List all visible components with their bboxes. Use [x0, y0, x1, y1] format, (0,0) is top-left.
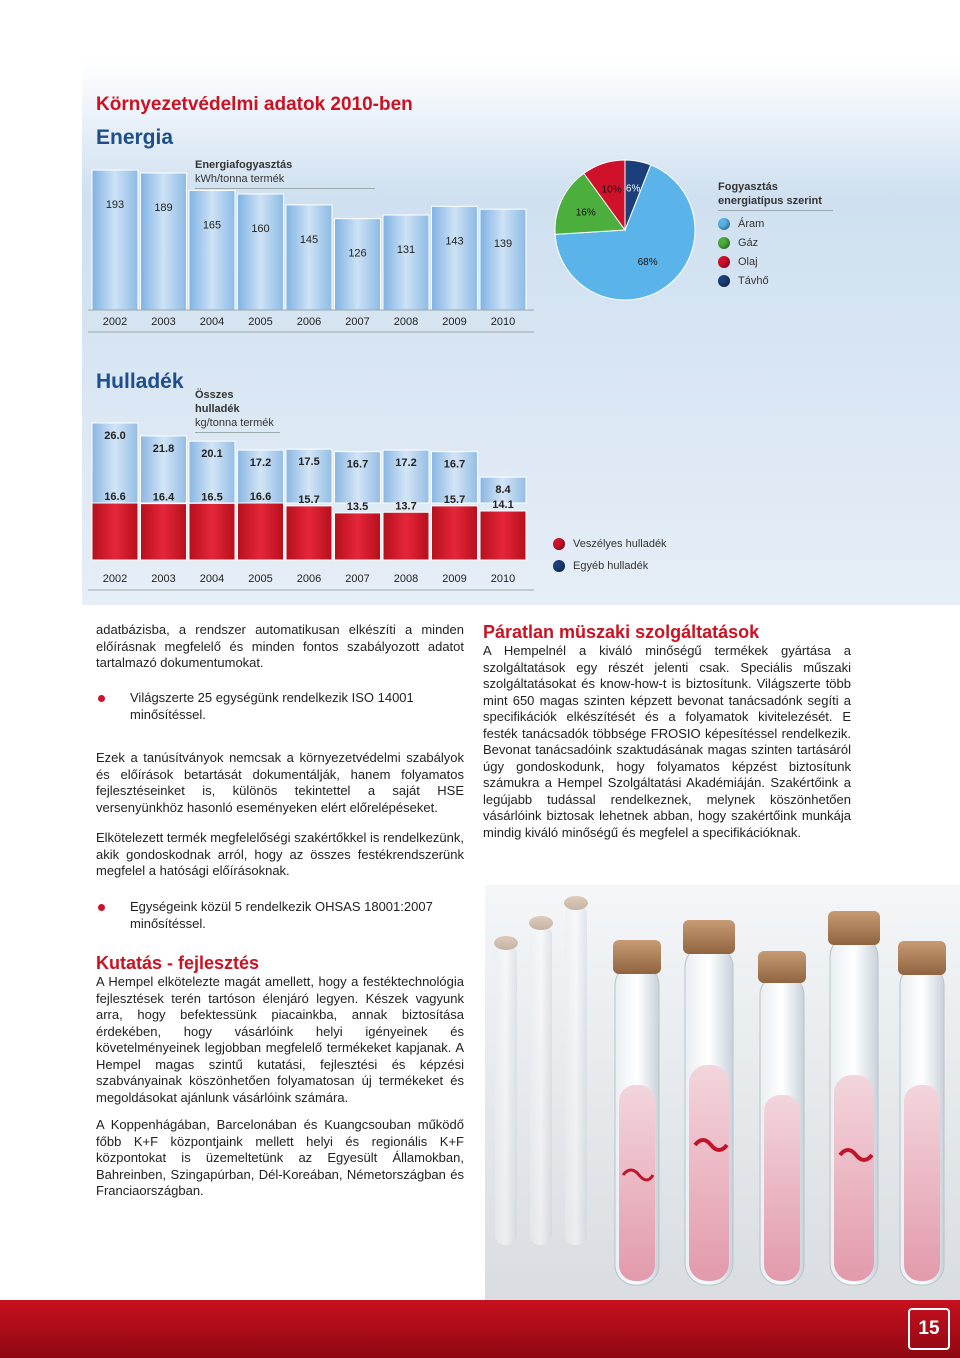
waste-chart-title: Összes hulladék: [195, 389, 240, 415]
services-title: Páratlan müszaki szolgáltatások: [483, 622, 760, 642]
rd-paragraph-1: A Hempel elkötelezte magát amellett, hogy a festéktechnológia fejlesztések terén tartóson élenjáró legyen. Készek vagyunk arra, hogy befektessünk piacainkba, annak biztosítása érdekében, hogy vásárlóink helyi igényeinek és követelményeinek legjobban megfelelő termékeket kapjanak. A Hempel magas szintű kutatási, fejlesztési és képzési szabványainak köszönhetően folyamatosan új termékeket és megoldásokat ajánlunk vásárlóink számára.: [96, 974, 464, 1105]
energy-bar: [480, 209, 526, 310]
bullet-icon: [98, 695, 105, 702]
waste-other-value: 16.4: [152, 491, 175, 504]
energy-year-label: 2010: [490, 316, 516, 328]
energy-bar: [189, 190, 235, 310]
waste-bar-other: [383, 512, 429, 560]
legend-label: Távhő: [738, 275, 769, 287]
waste-year-label: 2009: [442, 573, 467, 585]
waste-bar-other: [141, 504, 187, 560]
legend-label: Veszélyes hulladék: [573, 538, 667, 550]
waste-bar-other: [92, 503, 138, 560]
energy-year-label: 2004: [199, 316, 225, 328]
energy-year-label: 2002: [102, 316, 128, 328]
legend-item: [718, 218, 764, 230]
waste-year-label: 2010: [490, 573, 516, 585]
energy-bar: [92, 170, 138, 310]
waste-hazardous-value: 17.2: [249, 457, 272, 470]
test-tubes-illustration: [485, 885, 960, 1300]
rd-title: Kutatás - fejlesztés: [96, 953, 260, 973]
page-title: Környezetvédelmi adatok 2010-ben: [96, 94, 413, 115]
energy-bar-value: 126: [348, 247, 367, 260]
energy-year-label: 2008: [393, 316, 419, 328]
legend-item: [553, 560, 648, 572]
waste-hazardous-value: 16.7: [443, 458, 466, 471]
energy-year-label: 2009: [442, 316, 467, 328]
waste-bar-other: [432, 506, 478, 560]
energy-bar-value: 189: [154, 201, 173, 214]
energy-bar-value: 193: [105, 199, 125, 212]
waste-hazardous-value: 8.4: [495, 484, 511, 497]
legend-swatch: [553, 538, 565, 550]
energy-bar: [383, 215, 429, 310]
legend-label: Olaj: [738, 256, 758, 268]
pie-slice-label: 16%: [575, 207, 596, 219]
waste-year-label: 2003: [151, 573, 176, 585]
pie-slice-label: 68%: [637, 257, 658, 269]
waste-other-value: 16.6: [249, 491, 272, 503]
page-number: 15: [908, 1308, 950, 1350]
waste-year-label: 2005: [248, 573, 273, 585]
waste-bar-other: [189, 503, 235, 560]
energy-year-label: 2003: [151, 316, 176, 328]
energy-title: Energia: [96, 126, 174, 149]
intro-paragraph: adatbázisba, a rendszer automatikusan elkészíti a minden előírásnak megfelelő és minden fontos szabályozott adatot tartalmazó dokumentumokat.: [96, 622, 464, 670]
energy-chart-title: Energiafogyasztás: [195, 159, 293, 171]
waste-other-value: 16.6: [104, 491, 126, 503]
ohsas-bullet: Egységeink közül 5 rendelkezik OHSAS 18001:2007 minősítéssel.: [130, 899, 433, 931]
energy-bar-value: 139: [493, 238, 513, 251]
legend-item: [718, 275, 769, 287]
waste-hazardous-value: 17.2: [395, 457, 417, 470]
legend-swatch: [718, 256, 730, 268]
legend-label: Gáz: [738, 237, 759, 249]
energy-year-label: 2007: [345, 316, 370, 328]
waste-hazardous-value: 20.1: [201, 448, 223, 461]
waste-year-label: 2008: [393, 573, 419, 585]
energy-bar-value: 165: [202, 219, 222, 232]
pie-slice-label: 10%: [601, 184, 622, 196]
pie-legend: [718, 218, 838, 298]
waste-hazardous-value: 16.7: [346, 458, 369, 471]
waste-hazardous-value: 21.8: [152, 442, 175, 455]
energy-bar-value: 145: [299, 233, 319, 246]
waste-hazardous-value: 26.0: [104, 430, 126, 442]
services-paragraph: A Hempelnél a kiváló minőségű termékek gyártása a szolgáltatások egy részét jelenti csak. Speciális műszaki szolgáltatásokat és know-how-t is biztosítunk. Világszerte több mint 650 magas szinten képzett bevonat tanácsadónk segíti a specifikációk elkészítését és a folyamatok kivitelezését. E festék tanácsadók többsége FROSIO képesítéssel rendelkezik. Bevonat tanácsadóink szaktudásának magas szinten tartásáról úgy gondoskodunk, hogy folyamatos képzést biztosítunk számukra a Hempel Szolgáltatási Akadémiáján. Szakértőink a legújabb tudással rendelkeznek, melynek köszönhetően vásárlóink biztosak lehetnek abban, hogy szakértőink munkája mindig kiváló minőségű és megfelel a specifikációknak.: [483, 643, 851, 840]
legend-swatch: [718, 218, 730, 230]
waste-other-value: 15.7: [443, 493, 466, 506]
side-watermark: [848, 0, 960, 900]
waste-bar-other: [480, 511, 526, 560]
legend-label: Áram: [738, 218, 765, 230]
test-tubes-photo: [485, 885, 960, 1300]
energy-chart-unit: kWh/tonna termék: [195, 173, 285, 185]
waste-year-label: 2002: [102, 573, 128, 585]
energy-bar: [286, 205, 332, 310]
footer-bar: [0, 1300, 960, 1358]
experts-paragraph: Elkötelezett termék megfelelőségi szakértőkkel is rendelkezünk, akik gondoskodnak arról, hogy az összes festékrendszerünk megfelel a hatósági előírásoknak.: [96, 830, 464, 878]
energy-bar-chart: [88, 150, 538, 335]
energy-bar-value: 143: [445, 235, 464, 248]
waste-legend: [553, 538, 693, 578]
waste-year-label: 2007: [345, 573, 370, 585]
legend-item: [718, 256, 758, 268]
legend-swatch: [553, 560, 565, 572]
energy-pie-chart: [550, 155, 700, 305]
bullet-icon: [98, 904, 105, 911]
pie-slice-label: 6%: [625, 183, 641, 195]
energy-bar-value: 160: [251, 223, 270, 235]
energy-year-label: 2006: [296, 316, 322, 328]
energy-bar: [432, 206, 478, 310]
energy-bar-value: 131: [396, 244, 416, 257]
certificates-paragraph: Ezek a tanúsítványok nemcsak a környezetvédelmi szabályok és előírások betartását dokumentálják, hanem folyamatos fejlesztéseinket is, különös tekintettel a saját HSE versenyünkhöz hasonló eseményeken elért előrelépéseket.: [96, 750, 464, 815]
waste-bar-other: [286, 506, 332, 560]
legend-swatch: [718, 237, 730, 249]
waste-title: Hulladék: [96, 370, 184, 393]
waste-year-label: 2004: [199, 573, 225, 585]
waste-hazardous-value: 17.5: [298, 456, 320, 469]
legend-swatch: [718, 275, 730, 287]
waste-other-value: 15.7: [298, 493, 320, 506]
waste-year-label: 2006: [296, 573, 322, 585]
waste-other-value: 16.5: [201, 491, 223, 504]
waste-bar-other: [335, 513, 381, 560]
waste-bar-other: [238, 503, 284, 560]
energy-year-label: 2005: [248, 316, 273, 328]
energy-bar: [238, 194, 284, 310]
waste-chart-unit: kg/tonna termék: [195, 417, 274, 429]
iso-bullet: Világszerte 25 egységünk rendelkezik ISO 14001 minősítéssel.: [130, 690, 414, 722]
waste-other-value: 14.1: [492, 499, 514, 511]
rd-paragraph-2: A Koppenhágában, Barcelonában és Kuangcsouban működő főbb K+F központjaink mellett helyi és regionális K+F központokat is üzemeltetünk az Egyesült Államokban, Bahreinben, Szingapúrban, Dél-Koreában, Németországban és Franciaországban.: [96, 1117, 464, 1198]
legend-label: Egyéb hulladék: [573, 560, 649, 572]
waste-other-value: 13.7: [395, 500, 417, 513]
legend-item: [553, 538, 667, 550]
legend-item: [718, 237, 758, 249]
waste-other-value: 13.5: [346, 500, 369, 513]
energy-bar: [141, 173, 187, 310]
pie-title: Fogyasztás energiatípus szerint: [718, 180, 833, 211]
waste-bar-chart: [88, 400, 538, 592]
energy-bar: [335, 219, 381, 310]
